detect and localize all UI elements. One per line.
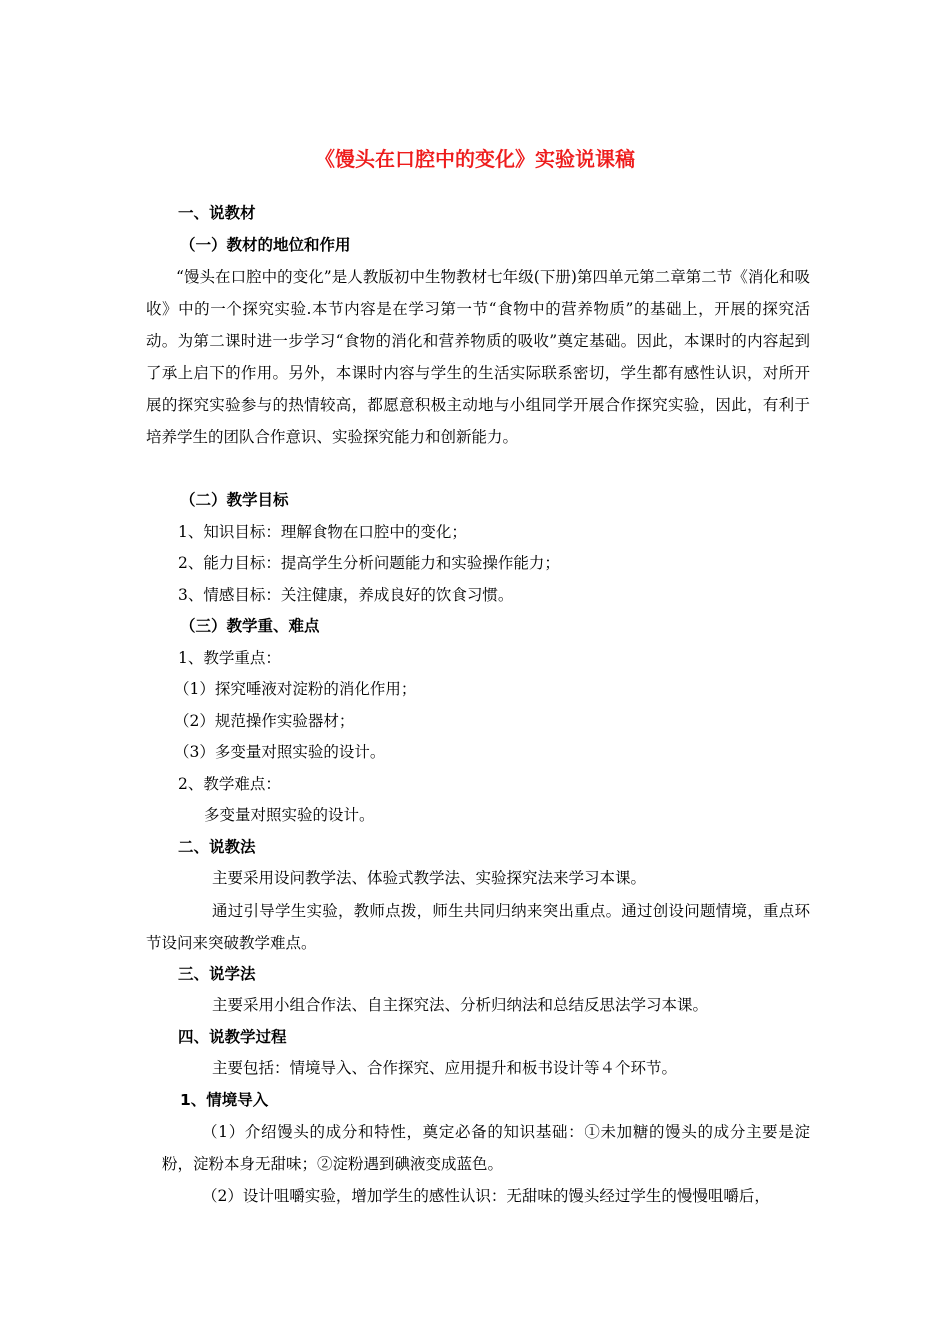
paragraph-position-role: “馒头在口腔中的变化”是人教版初中生物教材七年级(下册)第四单元第二章第二节《消化和吸收》中的一个探究实验.本节内容是在学习第一节“食物中的营养物质”的基础上，开展的探究活动。为第二课时进一步学习“食物的消化和营养物质的吸收”奠定基础。因此，本课时的内容起到了承上启下的作用。另外，本课时内容与学生的生活实际联系密切，学生都有感性认识，对所开展的探究实验参与的热情较高，都愿意积极主动地与小组同学开展合作探究实验，因此，有利于培养学生的团队合作意识、实验探究能力和创新能力。	[146, 268, 810, 446]
goal-ability: 2、能力目标：提高学生分析问题能力和实验操作能力；	[178, 554, 560, 572]
learning-method-p1: 主要采用小组合作法、自主探究法、分析归纳法和总结反思法学习本课。	[212, 996, 709, 1014]
difficult-point-1: 多变量对照实验的设计。	[204, 806, 375, 824]
goal-knowledge: 1、知识目标：理解食物在口腔中的变化；	[178, 522, 467, 541]
section-heading-learning-method: 三、说学法	[178, 964, 256, 983]
goal-emotion: 3、情感目标：关注健康，养成良好的饮食习惯。	[178, 585, 514, 604]
key-points-heading: 1、教学重点：	[178, 648, 281, 667]
situation-intro-p2: （2）设计咀嚼实验，增加学生的感性认识：无甜味的馒头经过学生的慢慢咀嚼后，	[202, 1187, 770, 1205]
document-body	[146, 198, 810, 1212]
document-title: 《馒头在口腔中的变化》实验说课稿	[315, 147, 635, 171]
situation-intro-p1: （1）介绍馒头的成分和特性，奠定必备的知识基础：①未加糖的馒头的成分主要是淀粉，淀粉本身无甜味；②淀粉遇到碘液变成蓝色。	[162, 1123, 810, 1173]
section-heading-teaching-process: 四、说教学过程	[178, 1027, 287, 1046]
teaching-process-p1: 主要包括：情境导入、合作探究、应用提升和板书设计等４个环节。	[212, 1059, 678, 1077]
key-point-3: （3）多变量对照实验的设计。	[174, 743, 386, 761]
teaching-method-p2: 通过引导学生实验，教师点拨，师生共同归纳来突出重点。通过创设问题情境，重点环节设问来突破教学难点。	[146, 901, 810, 952]
teaching-method-p1: 主要采用设问教学法、体验式教学法、实验探究法来学习本课。	[212, 869, 647, 887]
subheading-position-role: （一）教材的地位和作用	[180, 235, 351, 254]
subheading-key-difficult-points: （三）教学重、难点	[180, 617, 320, 635]
section-heading-teaching-method: 二、说教法	[178, 837, 256, 856]
key-point-2: （2）规范操作实验器材；	[174, 711, 355, 730]
key-point-1: （1）探究唾液对淀粉的消化作用；	[174, 680, 417, 698]
subheading-teaching-goals: （二）教学目标	[180, 491, 289, 509]
difficult-points-heading: 2、教学难点：	[178, 774, 281, 793]
subheading-situation-intro: 1、情境导入	[180, 1090, 269, 1109]
section-heading-teaching-material: 一、说教材	[178, 204, 256, 222]
